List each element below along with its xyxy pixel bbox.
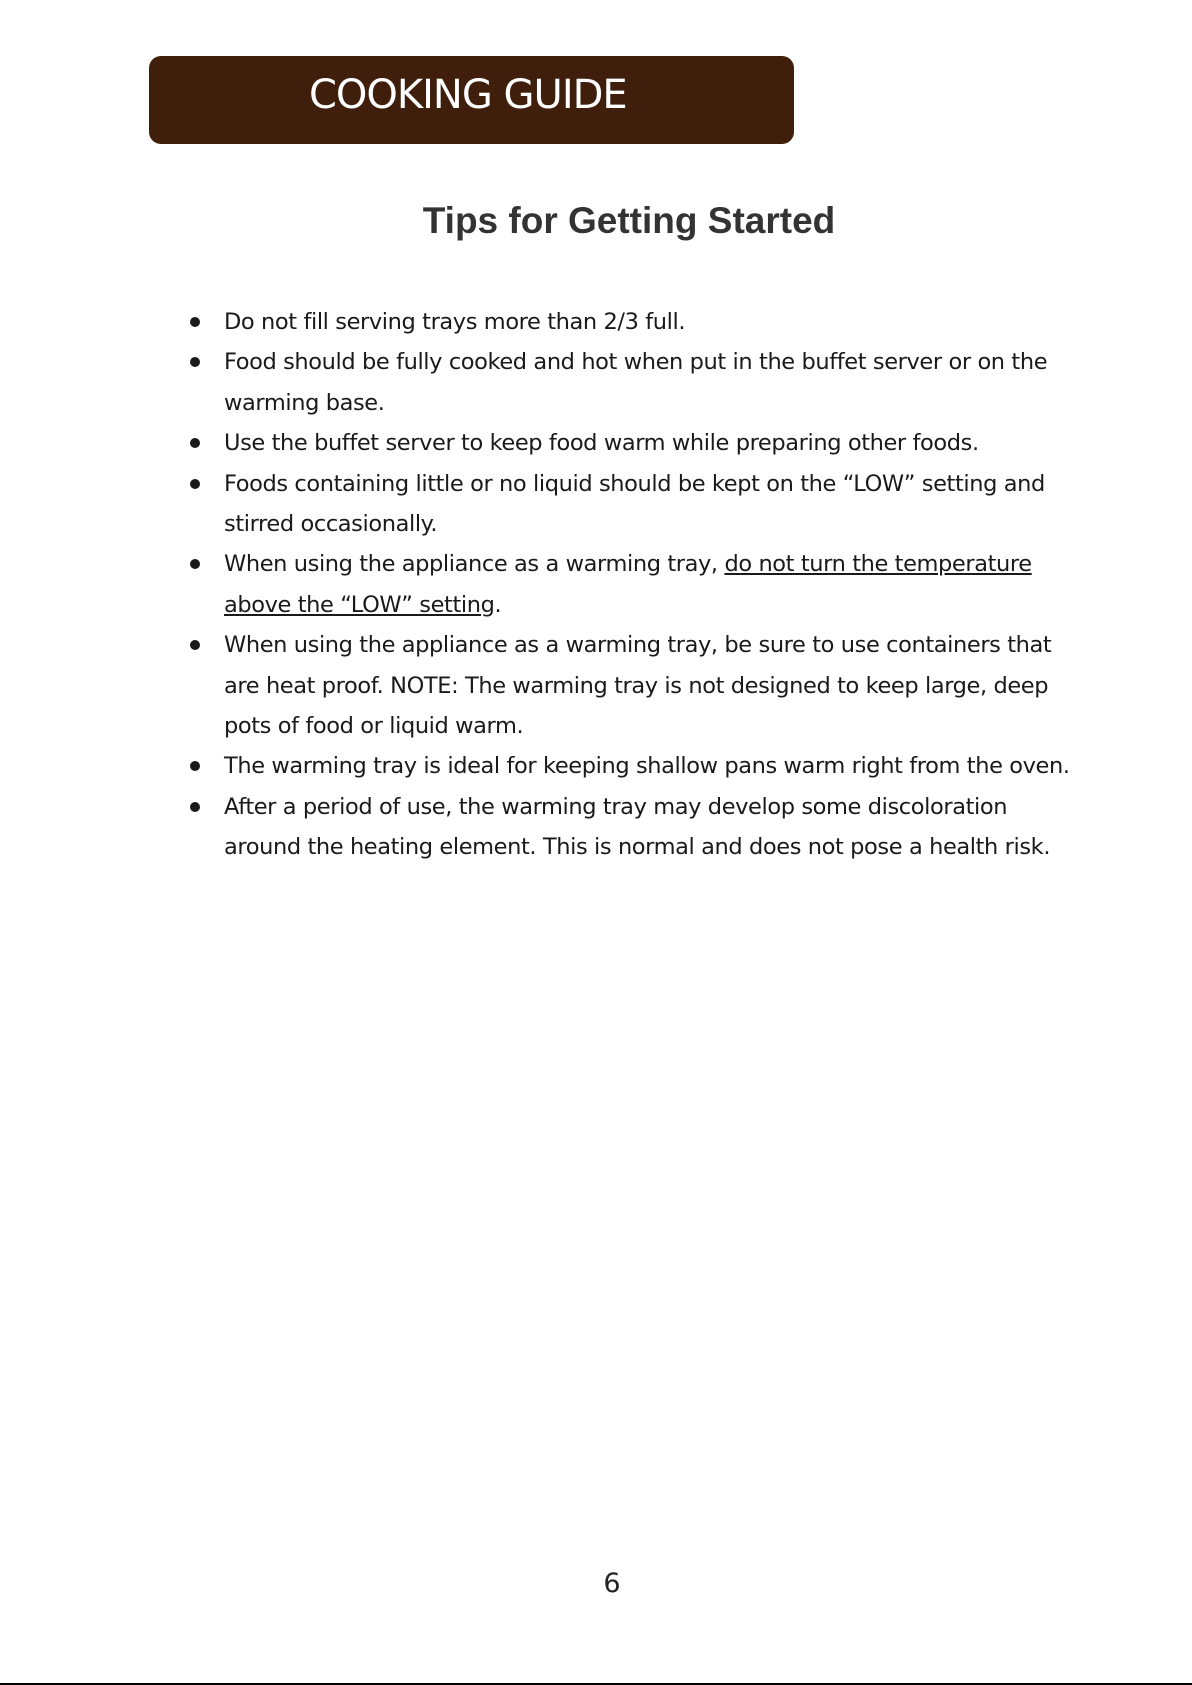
tip-warning-underlined: do not turn the temperature above the “LOW” setting — [224, 551, 1032, 618]
tip-text: Do not fill serving trays more than 2/3 full. — [224, 309, 686, 335]
tip-text: When using the appliance as a warming tray, be sure to use containers that are heat proof. NOTE: The warming tray is not designed to keep large, deep pots of food or liquid warm. — [224, 632, 1052, 740]
tip-text: Food should be fully cooked and hot when put in the buffet server or on the warming base. — [224, 349, 1048, 416]
tip-text: The warming tray is ideal for keeping shallow pans warm right from the oven. — [224, 753, 1070, 780]
list-item — [190, 464, 1090, 545]
list-item — [190, 423, 1090, 463]
bullet-icon — [190, 761, 200, 771]
list-item — [190, 544, 1090, 625]
tip-text-end: . — [494, 591, 502, 618]
tip-text: Use the buffet server to keep food warm while preparing other foods. — [224, 430, 979, 457]
list-item — [190, 787, 1090, 868]
bullet-icon — [190, 317, 200, 327]
tip-text: Foods containing little or no liquid should be kept on the “LOW” setting and stirred occasionally. — [224, 470, 1045, 538]
list-item — [190, 342, 1090, 423]
header-banner — [149, 56, 794, 144]
header-title: COOKING GUIDE — [309, 72, 627, 118]
tip-text: When using the appliance as a warming tray, — [224, 551, 725, 578]
list-item — [190, 302, 1090, 342]
list-item — [190, 746, 1090, 786]
section-title: Tips for Getting Started — [422, 200, 836, 241]
bullet-icon — [190, 357, 200, 367]
tip-text: After a period of use, the warming tray may develop some discoloration around the heating element. This is normal and does not pose a health risk. — [224, 793, 1051, 861]
list-item — [190, 625, 1090, 746]
bullet-icon — [190, 802, 200, 812]
bullet-icon — [190, 438, 200, 448]
bullet-icon — [190, 479, 200, 489]
page-number: 6 — [603, 1568, 621, 1599]
tips-list — [190, 302, 1090, 868]
bullet-icon — [190, 640, 200, 650]
bullet-icon — [190, 559, 200, 569]
